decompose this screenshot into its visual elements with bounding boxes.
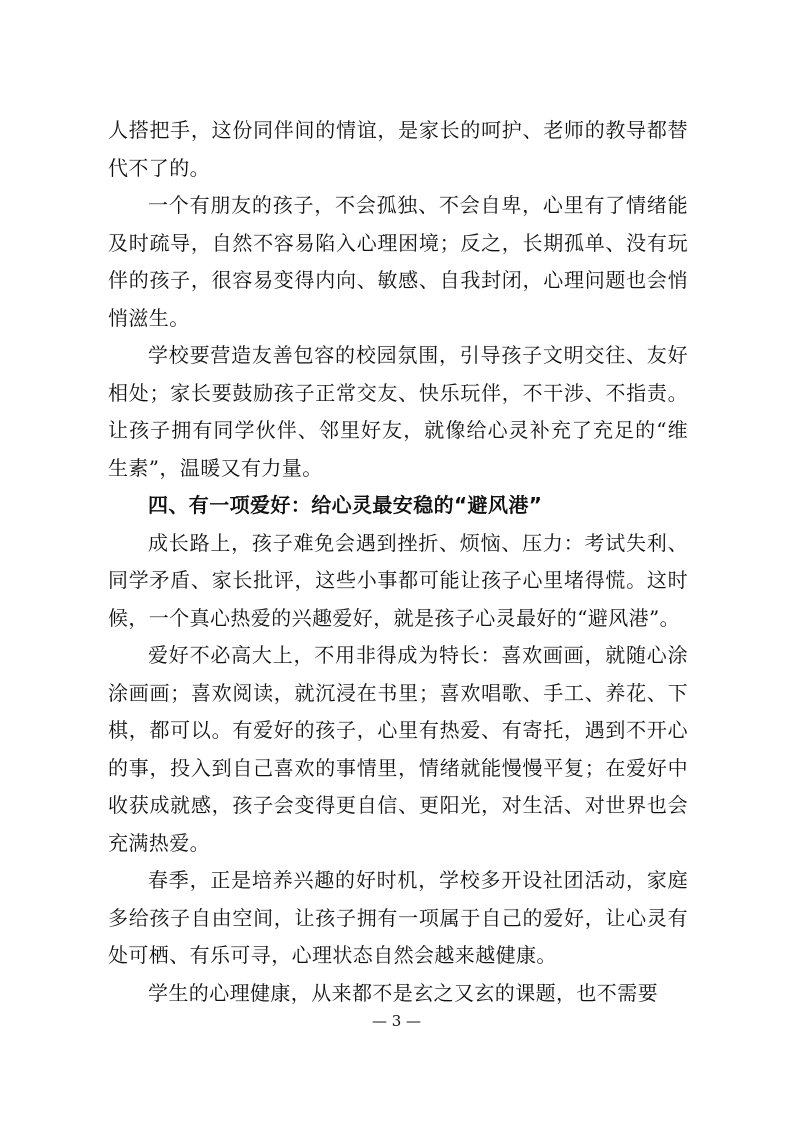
paragraph-friends: 一个有朋友的孩子，不会孤独、不会自卑，心里有了情绪能及时疏导，自然不容易陷入心理困境；反之，长期孤单、没有玩伴的孩子，很容易变得内向、敏感、自我封闭，心理问题也会悄悄滋生。 (108, 193, 688, 330)
paragraph-spring: 春季，正是培养兴趣的好时机，学校多开设社团活动，家庭多给孩子自由空间，让孩子拥有一项属于自己的爱好，让心灵有处可栖、有乐可寻，心理状态自然会越来越健康。 (108, 868, 688, 967)
document-body (108, 112, 688, 1012)
paragraph-continuation: 人搭把手，这份同伴间的情谊，是家长的呵护、老师的教导都替代不了的。 (108, 118, 688, 180)
paragraph-hobby-examples: 爱好不必高大上，不用非得成为特长：喜欢画画，就随心涂涂画画；喜欢阅读，就沉浸在书里；喜欢唱歌、手工、养花、下棋，都可以。有爱好的孩子，心里有热爱、有寄托，遇到不开心的事，投入到自己喜欢的事情里，情绪就能慢慢平复；在爱好中收获成就感，孩子会变得更自信、更阳光，对生活、对世界也会充满热爱。 (108, 643, 688, 855)
section-heading-hobby: 四、有一项爱好：给心灵最安稳的“避风港” (148, 493, 543, 517)
paragraph-growth: 成长路上，孩子难免会遇到挫折、烦恼、压力：考试失利、同学矛盾、家长批评，这些小事都可能让孩子心里堵得慌。这时候，一个真心热爱的兴趣爱好，就是孩子心灵最好的“避风港”。 (108, 530, 688, 630)
page-number: — 3 — (371, 1012, 422, 1030)
paragraph-conclusion-start: 学生的心理健康，从来都不是玄之又玄的课题，也不需要 (148, 980, 658, 1005)
paragraph-school-family: 学校要营造友善包容的校园氛围，引导孩子文明交往、友好相处；家长要鼓励孩子正常交友、快乐玩伴，不干涉、不指责。让孩子拥有同学伙伴、邻里好友，就像给心灵补充了充足的“维生素”，温暖又有力量。 (108, 343, 688, 480)
